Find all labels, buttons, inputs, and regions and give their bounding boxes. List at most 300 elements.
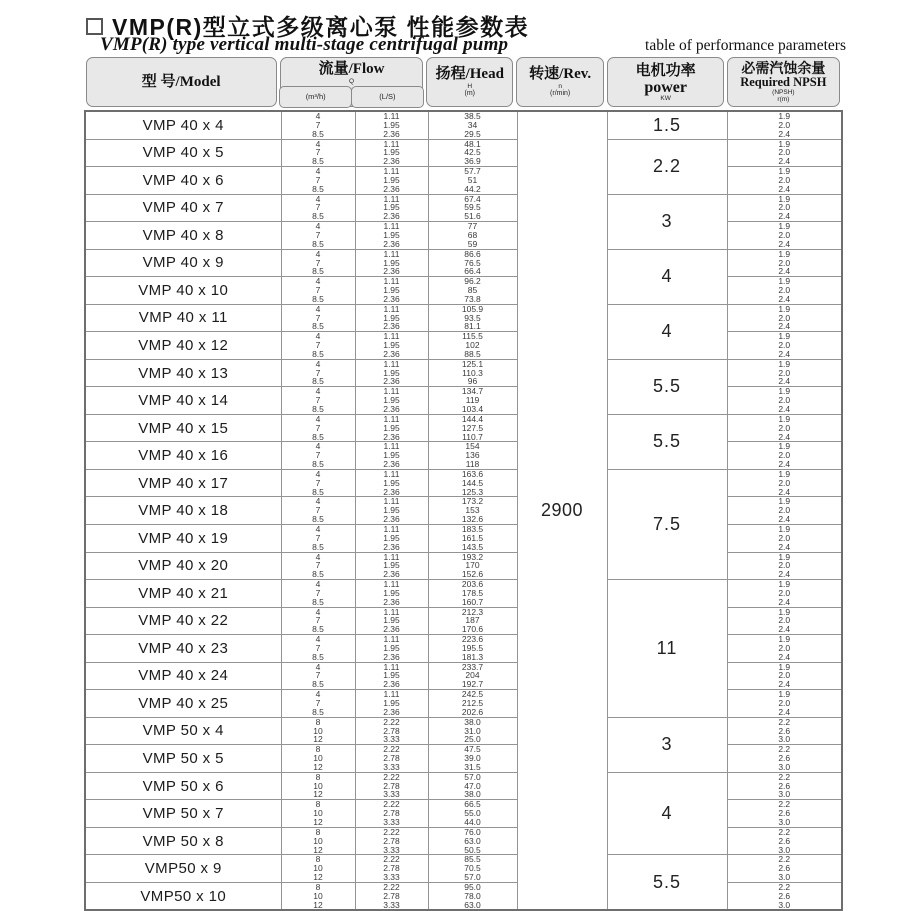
head-cell: [428, 222, 517, 250]
value-line: 7: [315, 477, 321, 488]
flow-m3h-cell-values: [282, 525, 355, 552]
flow-m3h-cell-values: [282, 718, 355, 745]
npsh-cell-values: [728, 277, 842, 304]
head-cell: [428, 524, 517, 552]
power-cell: 1.5: [607, 111, 727, 139]
value-line: 4: [315, 358, 321, 369]
header-flow-top: [281, 58, 423, 87]
value-line: 2.4: [778, 706, 791, 717]
head-cell-values: [429, 883, 517, 910]
npsh-cell-values: [728, 250, 842, 277]
value-line: 1.9: [778, 661, 791, 672]
npsh-cell-values: [728, 828, 842, 855]
value-line: 144.4: [461, 413, 484, 424]
header-head: [426, 57, 513, 107]
flow-ls-cell-values: [356, 222, 428, 249]
flow-m3h-cell: [281, 111, 355, 139]
flow-m3h-cell: [281, 717, 355, 745]
flow-m3h-cell: [281, 827, 355, 855]
table-row: [85, 277, 842, 305]
value-line: 2.22: [383, 716, 400, 727]
value-line: 66.5: [464, 799, 481, 810]
value-line: 86.6: [464, 248, 481, 259]
flow-m3h-cell: [281, 552, 355, 580]
flow-ls-cell: [355, 690, 428, 718]
head-cell-values: [429, 277, 517, 304]
model-cell: VMP 40 x 23: [85, 635, 281, 663]
value-line: 1.9: [778, 551, 791, 562]
model-cell: VMP 40 x 11: [85, 304, 281, 332]
head-cell: [428, 277, 517, 305]
value-line: 2.2: [778, 799, 791, 810]
npsh-cell: [727, 607, 842, 635]
value-line: 4: [315, 248, 321, 259]
value-line: 2.0: [778, 119, 791, 130]
value-line: 2.4: [778, 156, 791, 167]
value-line: 66.4: [464, 266, 481, 277]
head-cell: [428, 442, 517, 470]
value-line: 1.11: [383, 248, 400, 259]
model-cell: VMP 40 x 15: [85, 414, 281, 442]
header-npsh-label: 必需汽蚀余量: [741, 60, 826, 76]
npsh-cell-values: [728, 360, 842, 387]
flow-ls-cell-values: [356, 525, 428, 552]
flow-ls-cell: [355, 414, 428, 442]
value-line: 68: [467, 229, 478, 240]
header-flow-units: [281, 87, 423, 106]
value-line: 2.0: [778, 698, 791, 708]
value-line: 1.11: [383, 523, 400, 534]
table-row: [85, 827, 842, 855]
npsh-cell: [727, 580, 842, 608]
table-row: [85, 139, 842, 167]
value-line: 8.5: [312, 211, 324, 222]
value-line: 77: [467, 221, 478, 232]
value-line: 8: [315, 744, 321, 755]
value-line: 1.11: [383, 138, 400, 149]
npsh-cell: [727, 304, 842, 332]
head-cell-values: [429, 470, 517, 497]
power-cell: 11: [607, 580, 727, 718]
head-cell-values: [429, 167, 517, 194]
flow-m3h-cell-values: [282, 828, 355, 855]
head-cell-values: [429, 387, 517, 414]
npsh-cell: [727, 222, 842, 250]
value-line: 1.11: [383, 579, 400, 590]
table-row: [85, 717, 842, 745]
value-line: 1.11: [383, 441, 400, 452]
flow-ls-cell: [355, 469, 428, 497]
value-line: 1.9: [778, 331, 791, 342]
header-power: [607, 57, 724, 107]
npsh-cell: [727, 635, 842, 663]
value-line: 7: [315, 202, 321, 213]
head-cell-values: [429, 195, 517, 222]
value-line: 8.5: [312, 624, 324, 635]
value-line: 2.0: [778, 367, 791, 378]
header-npsh: [727, 57, 839, 107]
flow-ls-cell: [355, 111, 428, 139]
model-cell: VMP 40 x 19: [85, 524, 281, 552]
value-line: 1.95: [383, 698, 400, 708]
value-line: 3.33: [383, 816, 400, 827]
flow-ls-cell-values: [356, 663, 428, 690]
npsh-cell-values: [728, 442, 842, 469]
value-line: 1.9: [778, 579, 791, 590]
model-cell: VMP 40 x 8: [85, 222, 281, 250]
flow-ls-cell: [355, 607, 428, 635]
head-cell: [428, 497, 517, 525]
value-line: 2.4: [778, 211, 791, 222]
value-line: 2.0: [778, 615, 791, 626]
flow-ls-cell-values: [356, 828, 428, 855]
value-line: 2.78: [383, 890, 400, 901]
header-head-label: 扬程/Head: [435, 66, 504, 82]
value-line: 1.9: [778, 166, 791, 177]
flow-ls-cell: [355, 717, 428, 745]
head-cell: [428, 772, 517, 800]
value-line: 2.36: [383, 183, 400, 194]
value-line: 1.11: [383, 661, 400, 672]
value-line: 2.4: [778, 569, 791, 580]
value-line: 2.36: [383, 128, 400, 139]
value-line: 1.9: [778, 386, 791, 397]
npsh-cell: [727, 167, 842, 195]
header-model: [86, 57, 277, 107]
value-line: 7: [315, 532, 321, 543]
value-line: 125.3: [461, 486, 484, 497]
npsh-cell: [727, 111, 842, 139]
value-line: 118: [465, 459, 480, 470]
value-line: 1.95: [383, 505, 400, 516]
head-cell-values: [429, 415, 517, 442]
value-line: 1.11: [383, 166, 400, 177]
flow-ls-cell: [355, 194, 428, 222]
value-line: 4: [315, 413, 321, 424]
value-line: 76.0: [464, 826, 481, 837]
head-cell: [428, 580, 517, 608]
value-line: 1.95: [383, 615, 400, 626]
flow-m3h-cell: [281, 635, 355, 663]
power-cell: 2.2: [607, 139, 727, 194]
model-cell: VMP 50 x 6: [85, 772, 281, 800]
value-line: 4: [315, 138, 321, 149]
value-line: 163.6: [461, 468, 484, 479]
value-line: 7: [315, 642, 321, 653]
head-cell: [428, 359, 517, 387]
value-line: 8.5: [312, 431, 324, 442]
model-cell: VMP 40 x 20: [85, 552, 281, 580]
value-line: 1.95: [383, 312, 400, 323]
value-line: 203.6: [461, 579, 484, 590]
flow-m3h-cell-values: [282, 140, 355, 167]
value-line: 70.5: [464, 863, 481, 874]
model-cell: VMP 40 x 24: [85, 662, 281, 690]
header-flow-symbol: Q: [349, 77, 355, 85]
flow-ls-cell-values: [356, 635, 428, 662]
value-line: 8.5: [312, 266, 324, 277]
value-line: 1.11: [383, 221, 400, 232]
value-line: 2.4: [778, 238, 791, 249]
value-line: 212.3: [461, 606, 484, 617]
value-line: 85: [467, 285, 478, 296]
value-line: 50.5: [464, 844, 481, 855]
value-line: 93.5: [464, 312, 481, 323]
value-line: 8.5: [312, 156, 324, 167]
power-cell: 4: [607, 772, 727, 855]
flow-m3h-cell-values: [282, 470, 355, 497]
value-line: 7: [315, 560, 321, 571]
value-line: 212.5: [461, 698, 484, 708]
table-row: [85, 580, 842, 608]
value-line: 96: [467, 376, 478, 387]
value-line: 2.0: [778, 395, 791, 406]
value-line: 3.0: [778, 761, 791, 772]
value-line: 1.9: [778, 193, 791, 204]
value-line: 119: [465, 395, 480, 406]
value-line: 59: [467, 238, 478, 249]
head-cell: [428, 800, 517, 828]
value-line: 7: [315, 670, 321, 681]
value-line: 12: [313, 872, 323, 883]
value-line: 1.11: [383, 276, 400, 287]
value-line: 2.0: [778, 147, 791, 158]
value-line: 1.95: [383, 532, 400, 543]
npsh-cell: [727, 524, 842, 552]
flow-ls-cell: [355, 524, 428, 552]
header-npsh-english: Required NPSH: [740, 75, 827, 89]
value-line: 2.0: [778, 340, 791, 351]
npsh-cell-values: [728, 470, 842, 497]
value-line: 2.36: [383, 651, 400, 662]
value-line: 59.5: [464, 202, 481, 213]
table-row: [85, 800, 842, 828]
flow-ls-cell-values: [356, 167, 428, 194]
value-line: 2.4: [778, 348, 791, 359]
value-line: 67.4: [464, 193, 481, 204]
head-cell-values: [429, 773, 517, 800]
value-line: 2.4: [778, 459, 791, 470]
npsh-cell: [727, 827, 842, 855]
npsh-cell-values: [728, 745, 842, 772]
value-line: 95.0: [464, 881, 481, 892]
value-line: 2.4: [778, 321, 791, 332]
table-row: [85, 442, 842, 470]
value-line: 1.11: [383, 386, 400, 397]
model-cell: VMP 40 x 12: [85, 332, 281, 360]
value-line: 1.9: [778, 276, 791, 287]
value-line: 2.4: [778, 266, 791, 277]
flow-m3h-cell-values: [282, 167, 355, 194]
power-cell: 5.5: [607, 359, 727, 414]
value-line: 2.36: [383, 431, 400, 442]
value-line: 7: [315, 312, 321, 323]
value-line: 2.0: [778, 229, 791, 240]
model-cell: VMP 40 x 17: [85, 469, 281, 497]
flow-m3h-cell: [281, 222, 355, 250]
value-line: 181.3: [461, 651, 484, 662]
value-line: 8: [315, 826, 321, 837]
model-cell: VMP 40 x 14: [85, 387, 281, 415]
value-line: 2.36: [383, 156, 400, 167]
value-line: 2.4: [778, 404, 791, 414]
value-line: 2.78: [383, 753, 400, 764]
flow-ls-cell-values: [356, 415, 428, 442]
value-line: 4: [315, 276, 321, 287]
table-row: [85, 332, 842, 360]
value-line: 1.95: [383, 477, 400, 488]
value-line: 2.4: [778, 376, 791, 387]
value-line: 1.11: [383, 111, 400, 121]
flow-ls-cell-values: [356, 773, 428, 800]
flow-m3h-cell-values: [282, 360, 355, 387]
value-line: 4: [315, 661, 321, 672]
head-cell-values: [429, 140, 517, 167]
value-line: 3.33: [383, 761, 400, 772]
page-subtitle-right: table of performance parameters: [645, 37, 846, 54]
value-line: 2.6: [778, 835, 791, 846]
value-line: 4: [315, 221, 321, 232]
value-line: 39.0: [464, 753, 481, 764]
flow-ls-cell: [355, 580, 428, 608]
model-cell: VMP 40 x 25: [85, 690, 281, 718]
value-line: 3.0: [778, 872, 791, 883]
value-line: 1.95: [383, 147, 400, 158]
header-rev: [516, 57, 604, 107]
flow-m3h-cell-values: [282, 580, 355, 607]
table-row: [85, 249, 842, 277]
page-subtitle-english: VMP(R) type vertical multi-stage centrifugal pump: [100, 34, 509, 55]
table-row: [85, 111, 842, 139]
flow-m3h-cell-values: [282, 250, 355, 277]
npsh-cell: [727, 772, 842, 800]
flow-ls-cell-values: [356, 883, 428, 910]
value-line: 153: [465, 505, 480, 516]
value-line: 51: [467, 174, 478, 185]
value-line: 1.95: [383, 670, 400, 681]
header-rev-symbol: n: [558, 83, 562, 90]
value-line: 63.0: [464, 899, 481, 910]
value-line: 2.0: [778, 422, 791, 433]
value-line: 4: [315, 634, 321, 645]
value-line: 4: [315, 496, 321, 507]
header-power-english: power: [644, 78, 687, 96]
value-line: 2.6: [778, 753, 791, 764]
head-cell-values: [429, 553, 517, 580]
value-line: 2.36: [383, 404, 400, 414]
value-line: 44.2: [464, 183, 481, 194]
flow-m3h-cell: [281, 414, 355, 442]
value-line: 4: [315, 689, 321, 700]
value-line: 3.33: [383, 899, 400, 910]
npsh-cell-values: [728, 883, 842, 910]
head-cell: [428, 332, 517, 360]
value-line: 2.78: [383, 863, 400, 874]
npsh-cell: [727, 442, 842, 470]
page-subtitle-row: [100, 34, 846, 56]
value-line: 2.4: [778, 431, 791, 442]
flow-ls-cell: [355, 442, 428, 470]
header-head-unit: (m): [464, 90, 475, 97]
npsh-cell: [727, 717, 842, 745]
flow-m3h-cell: [281, 524, 355, 552]
value-line: 1.9: [778, 358, 791, 369]
value-line: 2.36: [383, 679, 400, 690]
value-line: 1.9: [778, 606, 791, 617]
value-line: 2.22: [383, 799, 400, 810]
head-cell: [428, 745, 517, 773]
header-power-unit: KW: [660, 94, 671, 102]
value-line: 136: [465, 450, 480, 461]
value-line: 3.33: [383, 734, 400, 745]
flow-ls-cell-values: [356, 112, 428, 139]
model-cell: VMP 40 x 6: [85, 167, 281, 195]
npsh-cell-values: [728, 140, 842, 167]
value-line: 1.95: [383, 422, 400, 433]
flow-m3h-cell: [281, 580, 355, 608]
head-cell-values: [429, 112, 517, 139]
value-line: 7: [315, 229, 321, 240]
value-line: 127.5: [461, 422, 484, 433]
value-line: 2.0: [778, 532, 791, 543]
value-line: 2.0: [778, 202, 791, 213]
value-line: 1.95: [383, 285, 400, 296]
value-line: 4: [315, 166, 321, 177]
value-line: 1.9: [778, 221, 791, 232]
flow-ls-cell: [355, 772, 428, 800]
value-line: 178.5: [461, 587, 484, 598]
model-cell: VMP 40 x 4: [85, 111, 281, 139]
flow-ls-cell: [355, 249, 428, 277]
npsh-cell-values: [728, 718, 842, 745]
value-line: 3.0: [778, 789, 791, 800]
head-cell: [428, 855, 517, 883]
head-cell: [428, 635, 517, 663]
model-cell: VMP 50 x 8: [85, 827, 281, 855]
value-line: 110.7: [462, 431, 483, 442]
model-cell: VMP 40 x 10: [85, 277, 281, 305]
value-line: 2.0: [778, 505, 791, 516]
header-rev-unit: (r/min): [550, 90, 571, 97]
value-line: 2.22: [383, 826, 400, 837]
npsh-cell: [727, 194, 842, 222]
model-cell: VMP 40 x 7: [85, 194, 281, 222]
value-line: 8.5: [312, 486, 324, 497]
value-line: 2.4: [778, 128, 791, 139]
table-row: [85, 167, 842, 195]
head-cell-values: [429, 635, 517, 662]
flow-m3h-cell-values: [282, 497, 355, 524]
flow-ls-cell-values: [356, 140, 428, 167]
value-line: 2.36: [383, 569, 400, 580]
value-line: 12: [313, 734, 323, 745]
head-cell-values: [429, 663, 517, 690]
value-line: 102: [465, 340, 480, 351]
value-line: 8.5: [312, 706, 324, 717]
value-line: 8.5: [312, 514, 324, 525]
value-line: 170: [465, 560, 480, 571]
model-cell: VMP 50 x 7: [85, 800, 281, 828]
value-line: 2.36: [383, 624, 400, 635]
value-line: 2.4: [778, 183, 791, 194]
flow-m3h-cell-values: [282, 553, 355, 580]
head-cell-values: [429, 855, 517, 882]
value-line: 2.4: [778, 679, 791, 690]
value-line: 2.4: [778, 651, 791, 662]
value-line: 47.5: [464, 744, 481, 755]
value-line: 1.9: [778, 248, 791, 259]
page-title: VMP(R)型立式多级离心泵 性能参数表: [112, 14, 530, 40]
